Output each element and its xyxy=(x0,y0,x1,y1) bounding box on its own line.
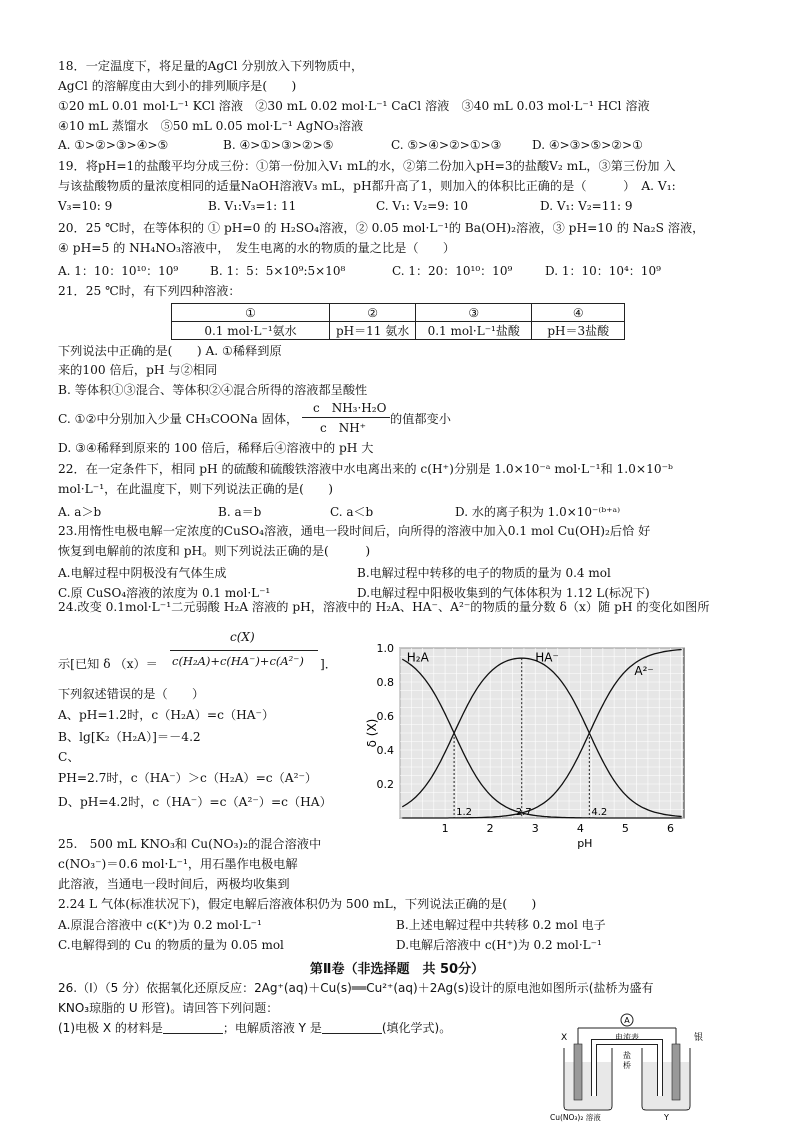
q21-option-d: D. ③④稀释到原来的 100 倍后，稀释后④溶液中的 pH 大 xyxy=(58,441,374,455)
q22-option-a: A. a＞b xyxy=(58,505,102,519)
y-tick-label: 0.2 xyxy=(376,778,394,791)
q19-option-a: V₃=10: 9 xyxy=(58,199,113,213)
solution-y-label: Y xyxy=(664,1113,669,1122)
x-tick-label: 3 xyxy=(531,822,539,835)
left-solution xyxy=(565,1062,611,1109)
q23-stem-2: 恢复到电解前的浓度和 pH。则下列说法正确的是( ) xyxy=(58,544,371,558)
annotation-label: 4.2 xyxy=(591,807,608,818)
q26-question-1 xyxy=(58,1020,451,1036)
q25-option-c: C.电解得到的 Cu 的物质的量为 0.05 mol xyxy=(58,938,284,952)
q21-header-3: ③ xyxy=(416,304,532,322)
q21-header-2: ② xyxy=(330,304,416,322)
right-solution xyxy=(643,1062,689,1109)
q24-option-b: B、lg[K₂（H₂A）]＝－4.2 xyxy=(58,730,201,744)
q24-option-a: A、pH=1.2时，c（H₂A）=c（HA⁻） xyxy=(58,708,275,722)
salt-bridge-label-1: 盐 xyxy=(623,1051,631,1060)
q24-stem-3: 下列叙述错误的是（ ） xyxy=(58,687,205,701)
series-label-a2: A²⁻ xyxy=(634,664,654,679)
cu-nitrate-solution-label: Cu(NO₃)₂ 溶液 xyxy=(550,1113,601,1122)
q18-option-c: C. ⑤>④>②>①>③ xyxy=(391,138,502,152)
q21-header-1: ① xyxy=(172,304,330,322)
electrode-x xyxy=(574,1044,582,1100)
q18-items-2: ④10 mL 蒸馏水 ⑤50 mL 0.05 mol·L⁻¹ AgNO₃溶液 xyxy=(58,119,364,133)
q21-option-c-post: 的值都变小 xyxy=(390,412,451,426)
electrode-x-blank[interactable] xyxy=(163,1021,223,1034)
q19-option-d: D. V₁: V₂=11: 9 xyxy=(540,199,633,213)
electrolyte-y-blank[interactable] xyxy=(322,1021,382,1034)
x-axis-label: pH xyxy=(577,837,593,850)
q25-option-b: B.上述电解过程中共转移 0.2 mol 电子 xyxy=(396,918,606,932)
q20-option-c: C. 1：20：10¹⁰：10⁹ xyxy=(392,264,513,278)
q20-stem-2: ④ pH=5 的 NH₄NO₃溶液中， 发生电离的水的物质的量之比是（ ） xyxy=(58,241,456,255)
q22-stem-2: mol·L⁻¹，在此温度下，则下列说法正确的是( ) xyxy=(58,482,333,496)
q21-option-c-pre: C. ①②中分别加入少量 CH₃COONa 固体， xyxy=(58,412,299,426)
q24-fraction-numerator: c(X) xyxy=(230,630,255,644)
q22-option-c: C. a＜b xyxy=(330,505,374,519)
q21-cell-3: 0.1 mol·L⁻¹盐酸 xyxy=(416,322,532,340)
silver-label: 银 xyxy=(694,1033,704,1043)
annotation-label: 2.7 xyxy=(515,807,532,818)
q25-stem-1: 25. 500 mL KNO₃和 Cu(NO₃)₂的混合溶液中 xyxy=(58,837,322,851)
q20-stem-1: 20．25 ℃时，在等体积的 ① pH=0 的 H₂SO₄溶液，② 0.05 mol·L⁻¹的 Ba(OH)₂溶液，③ pH=10 的 Na₂S 溶液， xyxy=(58,221,705,235)
q25-stem-4: 2.24 L 气体(标准状况下)，假定电解后溶液体积仍为 500 mL，下列说法正确的是( ) xyxy=(58,897,537,911)
q23-option-a: A.电解过程中阴极没有气体生成 xyxy=(58,566,227,580)
q24-distribution-chart xyxy=(362,640,692,850)
q18-option-d: D. ④>③>⑤>②>① xyxy=(532,138,643,152)
q26-q1-post: (填化学式)。 xyxy=(381,1021,452,1035)
q21-option-a-2: 来的100 倍后，pH 与②相同 xyxy=(58,363,218,377)
q19-option-c: C. V₁: V₂=9: 10 xyxy=(376,199,469,213)
q24-fraction-bar xyxy=(170,650,318,651)
y-tick-label: 1.0 xyxy=(376,642,394,655)
q21-stem: 21．25 ℃时，有下列四种溶液： xyxy=(58,284,241,298)
q24-fraction-denominator: c(H₂A)+c(HA⁻)+c(A²⁻) xyxy=(172,654,304,668)
q21-option-b: B. 等体积①③混合、等体积②④混合所得的溶液都呈酸性 xyxy=(58,383,368,397)
q26-q1-pre: (1)电极 X 的材料是 xyxy=(58,1021,163,1035)
q19-stem-1: 19．将pH=1的盐酸平均分成三份：①第一份加入V₁ mL的水，②第二份加入pH=3的盐酸V₂ mL，③第三份加 入 xyxy=(58,159,676,173)
x-tick-label: 5 xyxy=(621,822,629,835)
q22-stem-1: 22．在一定条件下，相同 pH 的硫酸和硫酸铁溶液中水电离出来的 c(H⁺)分别是 1.0×10⁻ᵃ mol·L⁻¹和 1.0×10⁻ᵇ xyxy=(58,462,673,476)
y-tick-label: 0.6 xyxy=(376,710,394,723)
y-axis-label: δ (X) xyxy=(365,718,379,748)
q23-option-c: C.原 CuSO₄溶液的浓度为 0.1 mol·L⁻¹ xyxy=(58,586,271,600)
q26-stem-1: 26.（Ⅰ）（5 分）依据氧化还原反应：2Ag⁺(aq)＋Cu(s)══Cu²⁺(aq)＋2Ag(s)设计的原电池如图所示(盐桥为盛有 xyxy=(58,981,654,995)
x-tick-label: 2 xyxy=(486,822,494,835)
q24-option-c-label: C、 xyxy=(58,750,80,764)
q18-option-b: B. ④>①>③>②>⑤ xyxy=(223,138,334,152)
q24-definition-prefix: 示[已知 δ （x）＝ xyxy=(58,657,158,671)
ammeter-label: 电流表 xyxy=(615,1033,639,1042)
q21-fraction-denominator: c NH⁺ xyxy=(320,421,367,435)
q21-cell-1: 0.1 mol·L⁻¹氨水 xyxy=(172,322,330,340)
q24-option-c: PH=2.7时，c（HA⁻）＞c（H₂A）=c（A²⁻） xyxy=(58,771,318,785)
q18-stem-2: AgCl 的溶解度由大到小的排列顺序是( ) xyxy=(58,79,297,93)
y-tick-label: 0.8 xyxy=(376,676,394,689)
galvanic-cell-diagram xyxy=(548,1010,708,1122)
q23-option-d: D.电解过程中阳极收集到的气体体积为 1.12 L(标况下) xyxy=(357,586,650,600)
q25-stem-2: c(NO₃⁻)＝0.6 mol·L⁻¹，用石墨作电极电解 xyxy=(58,857,298,871)
q22-option-d: D. 水的离子积为 1.0×10⁻⁽ᵇ⁺ᵃ⁾ xyxy=(455,505,621,519)
q21-header-4: ④ xyxy=(532,304,625,322)
q18-stem-1: 18．一定温度下，将足量的AgCl 分别放入下列物质中， xyxy=(58,59,364,73)
annotation-label: 1.2 xyxy=(456,807,473,818)
q19-stem-2: 与该盐酸物质的量浓度相同的适量NaOH溶液V₃ mL，pH都升高了1，则加入的体积比正确的是（ ） A. V₁: xyxy=(58,179,676,193)
y-tick-label: 0.4 xyxy=(376,744,394,757)
q21-cell-2: pH＝11 氨水 xyxy=(330,322,416,340)
q18-option-a: A. ①>②>③>④>⑤ xyxy=(58,138,169,152)
ammeter-symbol: A xyxy=(624,1016,630,1025)
q23-stem-1: 23.用惰性电极电解一定浓度的CuSO₄溶液，通电一段时间后，向所得的溶液中加入0.1 mol Cu(OH)₂后恰 好 xyxy=(58,524,651,538)
series-label-h2a: H₂A xyxy=(406,650,429,665)
q21-fraction-numerator: c NH₃·H₂O xyxy=(313,401,387,415)
x-tick-label: 4 xyxy=(576,822,584,835)
electrode-x-label: X xyxy=(561,1033,568,1043)
x-tick-label: 6 xyxy=(666,822,674,835)
x-tick-label: 1 xyxy=(441,822,449,835)
q25-option-d: D.电解后溶液中 c(H⁺)为 0.2 mol·L⁻¹ xyxy=(396,938,602,952)
q25-option-a: A.原混合溶液中 c(K⁺)为 0.2 mol·L⁻¹ xyxy=(58,918,262,932)
salt-bridge-label-2: 桥 xyxy=(623,1061,631,1070)
q18-items-1: ①20 mL 0.01 mol·L⁻¹ KCl 溶液 ②30 mL 0.02 mol·L⁻¹ CaCl 溶液 ③40 mL 0.03 mol·L⁻¹ HCl 溶液 xyxy=(58,99,650,113)
chart-plot-area xyxy=(365,642,684,850)
q19-option-b: B. V₁:V₃=1: 11 xyxy=(208,199,297,213)
q25-stem-3: 此溶液，当通电一段时间后，两极均收集到 xyxy=(58,877,290,891)
q24-stem-1: 24.改变 0.1mol·L⁻¹二元弱酸 H₂A 溶液的 pH，溶液中的 H₂A、HA⁻、A²⁻的物质的量分数 δ（x）随 pH 的变化如图所 xyxy=(58,600,710,614)
q20-option-b: B. 1：5：5×10⁹:5×10⁸ xyxy=(210,264,346,278)
q26-q1-mid: ；电解质溶液 Y 是 xyxy=(222,1021,322,1035)
silver-electrode xyxy=(672,1044,680,1100)
q24-option-d: D、pH=4.2时，c（HA⁻）=c（A²⁻）=c（HA） xyxy=(58,795,332,809)
q21-table-header-row xyxy=(172,304,625,322)
q21-option-a-1: 下列说法中正确的是( ) A. ①稀释到原 xyxy=(58,344,282,358)
q21-solutions-table xyxy=(171,303,625,340)
q20-option-d: D. 1：10：10⁴：10⁹ xyxy=(545,264,661,278)
series-label-ha: HA⁻ xyxy=(535,650,559,665)
q22-option-b: B. a＝b xyxy=(218,505,262,519)
q23-option-b: B.电解过程中转移的电子的物质的量为 0.4 mol xyxy=(357,566,611,580)
q21-table-row xyxy=(172,322,625,340)
q21-fraction-bar xyxy=(302,417,390,418)
q20-option-a: A. 1：10：10¹⁰：10⁹ xyxy=(58,264,179,278)
q24-definition-suffix: ]． xyxy=(320,657,337,671)
q21-cell-4: pH＝3盐酸 xyxy=(532,322,625,340)
section-2-title: 第Ⅱ卷（非选择题 共 50分） xyxy=(309,962,485,977)
q26-stem-2: KNO₃琼脂的 U 形管)。请回答下列问题： xyxy=(58,1001,279,1015)
